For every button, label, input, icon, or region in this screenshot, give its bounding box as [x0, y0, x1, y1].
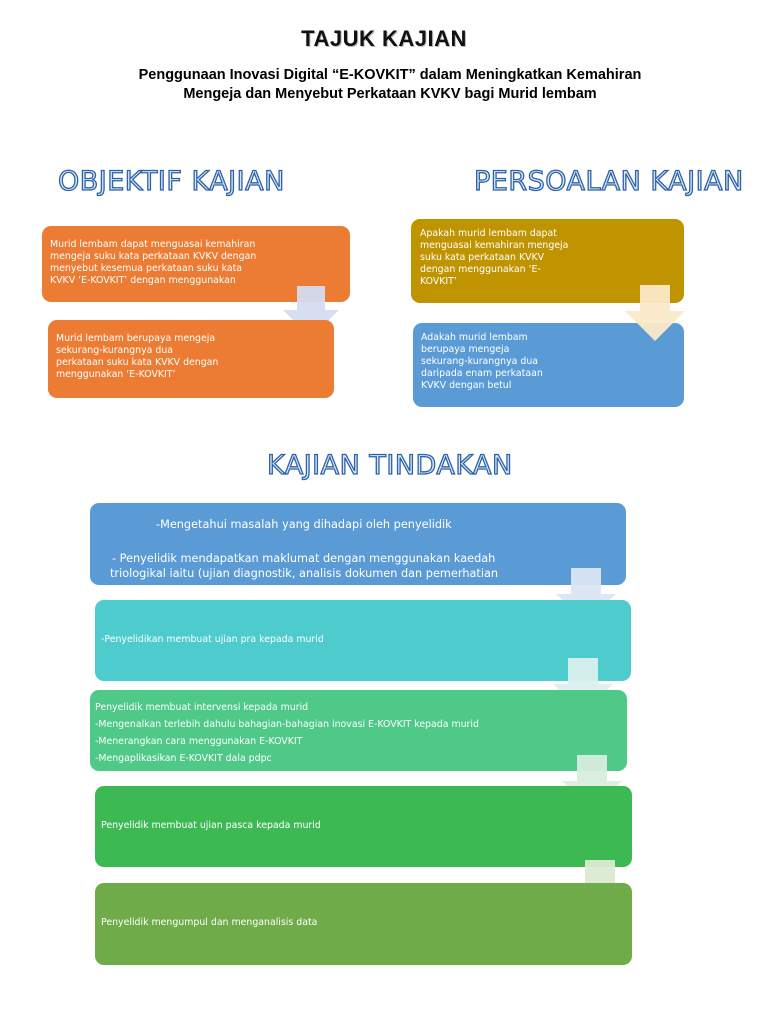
persoalan-box-2-line: KVKV dengan betul — [421, 380, 512, 391]
persoalan-box-1-line: menguasai kemahiran mengeja — [420, 240, 569, 251]
persoalan-heading: PERSOALAN KAJIAN — [474, 166, 744, 197]
tindakan-step-3 — [90, 690, 627, 771]
persoalan-box-2-line: berupaya mengeja — [421, 344, 510, 355]
page-title: TAJUK KAJIAN — [301, 26, 467, 51]
tindakan-step-2-text: -Penyelidikan membuat ujian pra kepada murid — [101, 634, 324, 645]
tindakan-step-2 — [95, 600, 631, 681]
objektif-box-1-line: KVKV ‘E-KOVKIT’ dengan menggunakan — [50, 275, 236, 286]
tindakan-step-4-text: Penyelidik membuat ujian pasca kepada murid — [101, 820, 321, 831]
tindakan-step-5 — [95, 883, 632, 965]
tindakan-step-1-line-2: - Penyelidik mendapatkan maklumat dengan menggunakan kaedah — [112, 552, 496, 565]
down-arrow-icon — [625, 285, 685, 343]
persoalan-box-2-line: daripada enam perkataan — [421, 368, 543, 379]
tindakan-step-3-line: -Menerangkan cara menggunakan E-KOVKIT — [95, 736, 303, 747]
persoalan-box-1-line: Apakah murid lembam dapat — [420, 228, 557, 239]
subtitle-line-1: Penggunaan Inovasi Digital “E-KOVKIT” dalam Meningkatkan Kemahiran — [138, 67, 642, 83]
tindakan-step-3-text — [95, 699, 479, 767]
objektif-box-1-text — [50, 239, 256, 287]
tindakan-step-4 — [95, 786, 632, 867]
tindakan-step-3-line: Penyelidik membuat intervensi kepada murid — [95, 702, 309, 713]
objektif-box-1-line: menyebut kesemua perkataan suku kata — [50, 263, 243, 274]
subtitle-line-2: Mengeja dan Menyebut Perkataan KVKV bagi Murid lembam — [183, 86, 597, 102]
objektif-heading: OBJEKTIF KAJIAN — [58, 166, 285, 197]
persoalan-box-1-line: KOVKIT’ — [420, 276, 457, 287]
persoalan-box-1-text — [420, 228, 568, 288]
objektif-box-1-line: mengeja suku kata perkataan KVKV dengan — [50, 251, 257, 262]
tindakan-step-5-text: Penyelidik mengumpul dan menganalisis data — [101, 917, 318, 928]
tindakan-step-1-line-3: triologikal iaitu (ujian diagnostik, analisis dokumen dan pemerhatian — [110, 567, 499, 580]
persoalan-box-2-line: sekurang-kurangnya dua — [421, 356, 539, 367]
objektif-box-1-line: Murid lembam dapat menguasai kemahiran — [50, 239, 256, 250]
persoalan-box-2-line: Adakah murid lembam — [421, 332, 528, 343]
objektif-box-2-text — [56, 333, 218, 381]
tindakan-step-1 — [90, 503, 626, 585]
persoalan-box-1-line: suku kata perkataan KVKV — [420, 252, 545, 263]
page-subtitle — [60, 66, 720, 104]
tindakan-step-1-line-1: -Mengetahui masalah yang dihadapi oleh penyelidik — [156, 518, 452, 531]
objektif-box-2-line: Murid lembam berupaya mengeja — [56, 333, 216, 344]
persoalan-box-1-line: dengan menggunakan ‘E- — [420, 264, 541, 275]
tindakan-step-3-line: -Mengaplikasikan E-KOVKIT dala pdpc — [95, 753, 272, 764]
objektif-box-2 — [48, 320, 334, 398]
tindakan-step-3-line: -Mengenalkan terlebih dahulu bahagian-bahagian inovasi E-KOVKIT kepada murid — [95, 719, 479, 730]
persoalan-box-2-text — [421, 332, 543, 392]
objektif-box-2-line: menggunakan ‘E-KOVKIT’ — [56, 369, 176, 380]
objektif-box-2-line: sekurang-kurangnya dua — [56, 345, 174, 356]
tindakan-heading: KAJIAN TINDAKAN — [267, 450, 513, 481]
objektif-box-2-line: perkataan suku kata KVKV dengan — [56, 357, 219, 368]
